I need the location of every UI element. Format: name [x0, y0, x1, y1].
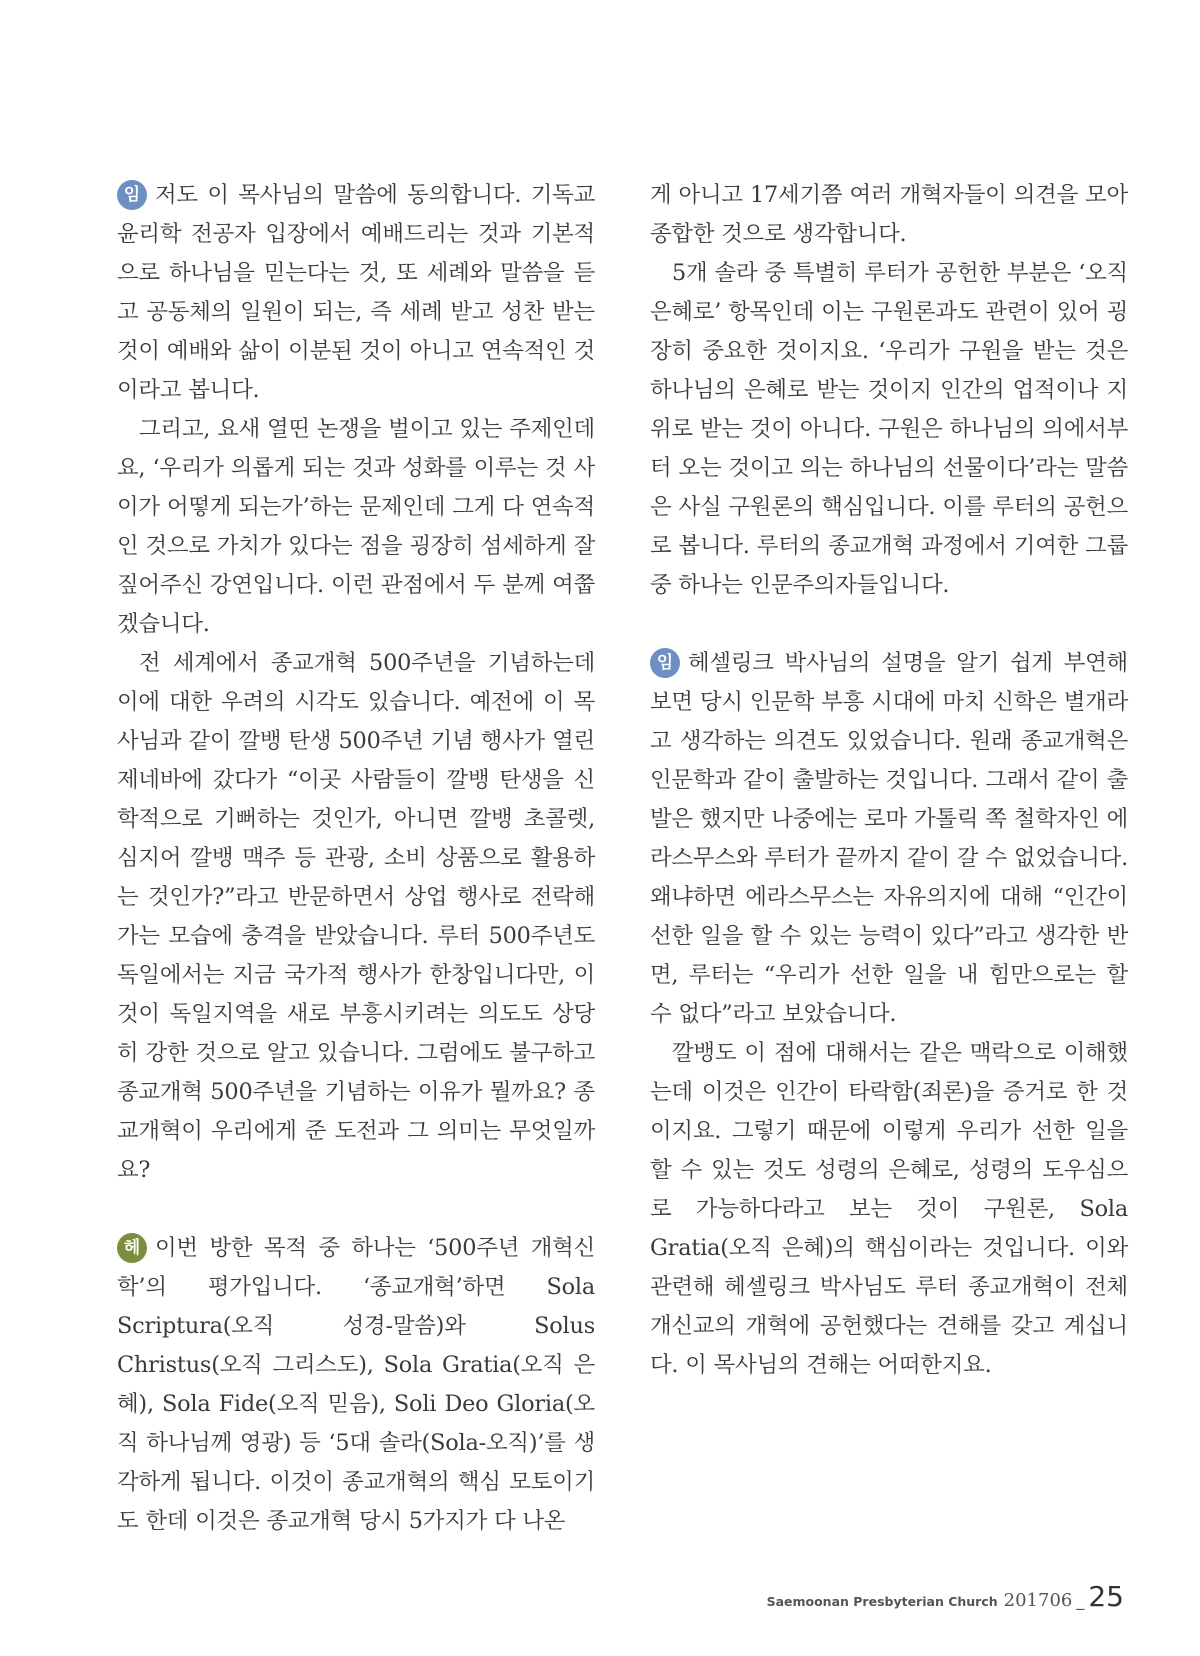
speaker-badge-lim: 임 — [650, 648, 680, 678]
paragraph-gap — [117, 1190, 595, 1229]
right-column — [650, 176, 1128, 1385]
footer-separator: _ — [1076, 1591, 1085, 1610]
page-number: 25 — [1088, 1580, 1124, 1613]
paragraph-continued: 게 아니고 17세기쯤 여러 개혁자들이 의견을 모아 종합한 것으로 생각합니다. — [650, 182, 1128, 247]
paragraph-calvin: 깔뱅도 이 점에 대해서는 같은 맥락으로 이해했는데 이것은 인간이 타락함(죄론)을 증거로 한 것이지요. 그렇기 때문에 이렇게 우리가 선한 일을 할 수 있는 것도 성령의 은혜로, 성령의 도우심으로 가능하다라고 보는 것이 구원론, Sola Gratia(오직 은혜)의 핵심이라는 것입니다. 이와 관련해 헤셀링크 박사님도 루터 종교개혁이 전체 개신교의 개혁에 공헌했다는 견해를 갖고 계십니다. 이 목사님의 견해는 어떠한지요. — [650, 1040, 1128, 1378]
paragraph-text: 헤셀링크 박사님의 설명을 알기 쉽게 부연해보면 당시 인문학 부흥 시대에 마치 신학은 별개라고 생각하는 의견도 있었습니다. 원래 종교개혁은 인문학과 같이 출발하는 것입니다. 그래서 같이 출발은 했지만 나중에는 로마 가톨릭 쪽 철학자인 에라스무스와 루터가 끝까지 같이 갈 수 없었습니다. 왜냐하면 에라스무스는 자유의지에 대해 “인간이 선한 일을 할 수 있는 능력이 있다”라고 생각한 반면, 루터는 “우리가 선한 일을 내 힘만으로는 할 수 없다”라고 보았습니다. — [650, 650, 1128, 1027]
paragraph-sola: 5개 솔라 중 특별히 루터가 공헌한 부분은 ‘오직 은혜로’ 항목인데 이는 구원론과도 관련이 있어 굉장히 중요한 것이지요. ‘우리가 구원을 받는 것은 하나님의 은혜로 받는 것이지 인간의 업적이나 지위로 받는 것이 아니다. 구원은 하나님의 의에서부터 오는 것이고 의는 하나님의 선물이다’라는 말씀은 사실 구원론의 핵심입니다. 이를 루터의 공헌으로 봅니다. 루터의 종교개혁 과정에서 기여한 그룹 중 하나는 인문주의자들입니다. — [650, 260, 1128, 598]
paragraph-3: 전 세계에서 종교개혁 500주년을 기념하는데 이에 대한 우려의 시각도 있습니다. 예전에 이 목사님과 같이 깔뱅 탄생 500주년 기념 행사가 열린 제네바에 갔다가 “이곳 사람들이 깔뱅 탄생을 신학적으로 기뻐하는 것인가, 아니면 깔뱅 초콜렛, 심지어 깔뱅 맥주 등 관광, 소비 상품으로 활용하는 것인가?”라고 반문하면서 상업 행사로 전락해가는 모습에 충격을 받았습니다. 루터 500주년도 독일에서는 지금 국가적 행사가 한창입니다만, 이것이 독일지역을 새로 부흥시키려는 의도도 상당히 강한 것으로 알고 있습니다. 그럼에도 불구하고 종교개혁 500주년을 기념하는 이유가 뭘까요? 종교개혁이 우리에게 준 도전과 그 의미는 무엇일까요? — [117, 650, 595, 1183]
church-name: Saemoonan Presbyterian Church — [766, 1594, 998, 1609]
paragraph-text: 저도 이 목사님의 말씀에 동의합니다. 기독교 윤리학 전공자 입장에서 예배드리는 것과 기본적으로 하나님을 믿는다는 것, 또 세례와 말씀을 듣고 공동체의 일원이 되는, 즉 세례 받고 성찬 받는 것이 예배와 삶이 이분된 것이 아니고 연속적인 것이라고 봅니다. — [117, 182, 595, 403]
paragraph-gap — [650, 605, 1128, 644]
speaker-badge-lim: 임 — [117, 180, 147, 210]
paragraph-lim-2 — [650, 644, 1128, 1034]
paragraph-2: 그리고, 요새 열띤 논쟁을 벌이고 있는 주제인데요, ‘우리가 의롭게 되는 것과 성화를 이루는 것 사이가 어떻게 되는가’하는 문제인데 그게 다 연속적인 것으로 가치가 있다는 점을 굉장히 섬세하게 잘 짚어주신 강연입니다. 이런 관점에서 두 분께 여쭙겠습니다. — [117, 416, 595, 637]
page-footer — [767, 1580, 1124, 1620]
left-column — [117, 176, 595, 1541]
paragraph-he-1 — [117, 1229, 595, 1541]
paragraph-lim-1 — [117, 176, 595, 410]
paragraph-text: 이번 방한 목적 중 하나는 ‘500주년 개혁신학’의 평가입니다. ‘종교개혁’하면 Sola Scriptura(오직 성경-말씀)와 Solus Christus(오직 그리스도), Sola Gratia(오직 은혜), Sola Fide(오직 믿음), Soli Deo Gloria(오직 하나님께 영광) 등 ‘5대 솔라(Sola-오직)’를 생각하게 됩니다. 이것이 종교개혁의 핵심 모토이기도 한데 이것은 종교개혁 당시 5가지가 다 나온 — [117, 1235, 595, 1534]
speaker-badge-he: 헤 — [117, 1233, 147, 1263]
issue-number: 201706 — [1003, 1590, 1073, 1611]
